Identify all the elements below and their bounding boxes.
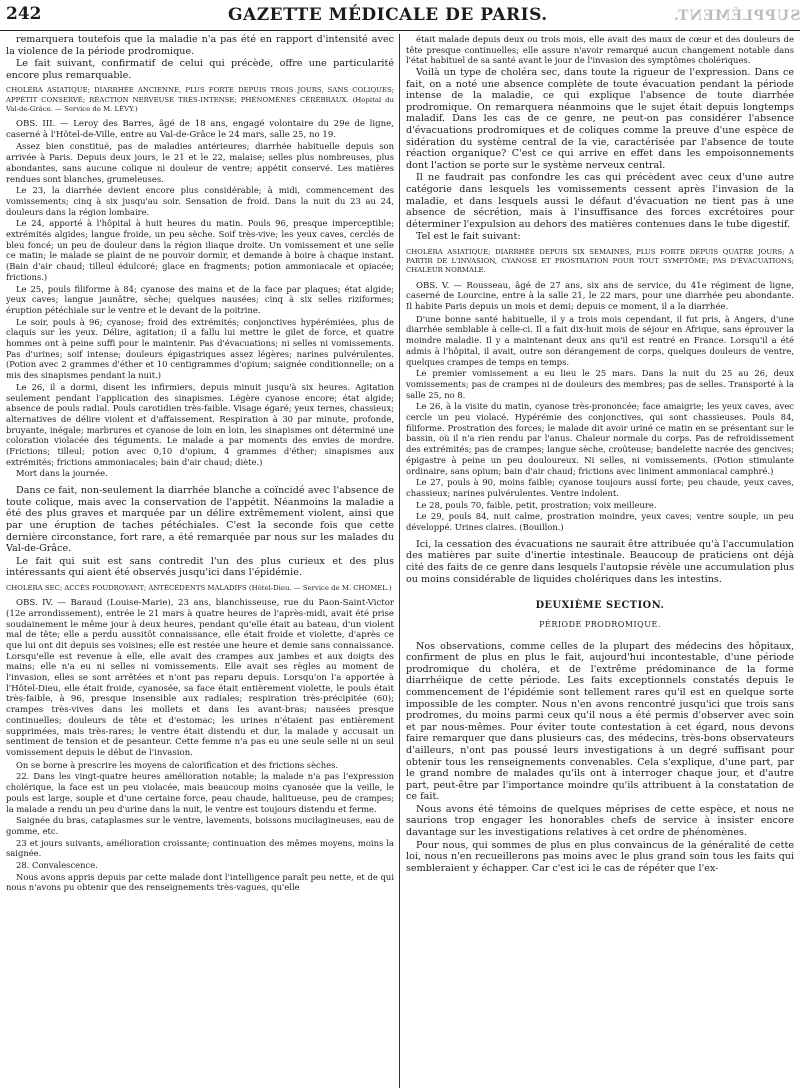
paragraph: Le 26, il a dormi, disent les infirmiers, depuis minuit jusqu'à six heures. Agitation seulement pendant l'application des sinapismes. Légère cyanose encore; état algide; absence de pouls radial. Pouls carotidien très-faible. Visage égaré; yeux ternes, chassieux; alternatives de délire violent et d'affaissement. Respiration à 30 par minute, profonde, bruyante, inégale; marbrures et cyanose de loin en loin, les sinapismes ont déterminé une coloration violacée des téguments. Le malade a par moments des envies de mordre. (Frictions; tilleul; potion avec 0,10 d'opium, 4 grammes d'éther; sinapismes aux extrémités; frictions ammoniacales; bain d'air chaud; diète.): [6, 381, 394, 467]
paragraph: remarquera toutefois que la maladie n'a pas été en rapport d'intensité avec la violence de la période prodromique.: [6, 34, 394, 57]
paragraph: Le 23, la diarrhée devient encore plus considérable; à midi, commencement des vomissements; cinq à six jusqu'au soir. Sensation de froid. Dans la nuit du 23 au 24, douleurs dans la région lombaire.: [6, 185, 394, 217]
paragraph: 28. Convalescence.: [16, 860, 98, 871]
paragraph: Le premier vomissement a eu lieu le 25 mars. Dans la nuit du 25 au 26, deux vomissements; pas de crampes ni de douleurs des membres; pas de selles. Transporté à la salle 25, no 8.: [406, 368, 794, 400]
left-column: [6, 34, 394, 1088]
column-divider: [399, 34, 400, 1088]
paragraph: Ici, la cessation des évacuations ne saurait être attribuée qu'à l'accumulation des matières par suite d'inertie intestinale. Beaucoup de praticiens ont déjà cité des faits de ce genre dans lesquels l'autopsie révèle une accumulation plus ou moins considérable de liquides cholériques dans les intestins.: [406, 538, 794, 585]
paragraph: Le 29, pouls 84, nuit calme, prostration moindre, yeux caves; ventre souple, un peu développé. Urines claires. (Bouillon.): [406, 511, 794, 533]
paragraph: Pour nous, qui sommes de plus en plus convaincus de la généralité de cette loi, nous n'en recueillerons pas moins avec le plus grand soin tous les faits qui sembleraient y échapper. Car c'est ici le cas de répéter que l'ex-: [406, 839, 794, 874]
paragraph: Le 24, apporté à l'hôpital à huit heures du matin. Pouls 96, presque imperceptible; extrémités algides; langue froide, un peu sèche. Soif très-vive; les yeux caves, cerclés de bleu foncé; un peu de douleur dans la région iliaque droite. Un vomissement et une selle ce matin; le malade se plaint de ne pouvoir dormir, et demande à boire à chaque instant. (Bain d'air chaud; tilleul édulcoré; glace en fragments; potion ammoniacale et opiacée; frictions.): [6, 218, 394, 282]
paragraph: Le soir, pouls à 96; cyanose; froid des extrémités; conjonctives hypérémiées, plus de claquis sur les yeux. Délire, agitation; il a fallu lui mettre le gilet de force, et quatre hommes ont à peine suffi pour le maintenir. Pas d'évacuations; ni selles ni vomissements. Pas d'urines; soif intense; douleurs épigastriques assez légères; narines pulvérulentes. (Potion avec 2 grammes d'éther et 10 centigrammes d'opium; saignée conditionnelle; on a mis des sinapismes pendant la nuit.): [6, 316, 394, 381]
paragraph: Tel est le fait suivant:: [416, 231, 521, 243]
paragraph: 22. Dans les vingt-quatre heures amélioration notable; la malade n'a pas l'expression cholérique, la face est un peu violacée, mais beaucoup moins cyanosée que la veille, le pouls est large, souple et d'une certaine force, peau chaude, halitueuse, peu de crampes; la malade a rendu un peu d'urine dans la nuit, le ventre est toujours distendu et ferme.: [6, 771, 394, 814]
paragraph: Nous avons été témoins de quelques méprises de cette espèce, et nous ne saurions trop engager les honorables chefs de service à insister encore davantage sur les investigations relatives à cet ordre de phénomènes.: [406, 803, 794, 839]
paragraph: Nos observations, comme celles de la plupart des médecins des hôpitaux, confirment de plus en plus le fait, aujourd'hui incontestable, d'une période prodromique du choléra, et de l'extrême prédominance de la forme diarrhéique de cette période. Les faits exceptionnels constatés depuis le commencement de l'épidémie sont tellement rares qu'il est en quelque sorte impossible de les compter. Nous n'en avons rencontré jusqu'ici que trois sans prodromes, du moins parmi ceux qu'il nous a été permis d'observer avec soin et par nous-mêmes. Pour éviter toute contestation à cet égard, nous devons faire remarquer que dans plusieurs cas, des médecins, très-bons observateurs d'ailleurs, n'ont pas poussé leurs investigations à un degré suffisant pour obtenir tous les renseignements convenables. Cela s'explique, d'une part, par le grand nombre de malades qu'ils ont à interroger chaque jour, et d'autre part, peut-être par l'importance moindre qu'ils attribuent à la constatation de ce fait.: [406, 640, 794, 803]
paragraph: Dans ce fait, non-seulement la diarrhée blanche a coïncidé avec l'absence de toute colique, mais avec la conservation de l'appétit. Néanmoins la maladie a été des plus graves et marquée par un délire extrêmement violent, ainsi que par une éruption de taches pétéchiales. C'est la seconde fois que cette dernière circonstance, fort rare, a été remarquée par nous sur les malades du Val-de-Grâce.: [6, 485, 394, 555]
journal-title: GAZETTE MÉDICALE DE PARIS.: [228, 5, 548, 25]
paragraph: Mort dans la journée.: [16, 468, 108, 479]
paragraph: Le 26, à la visite du matin, cyanose très-prononcée; face amaigrie; les yeux caves, avec cercle un peu violacé. Hypérémie des conjonctives, qui sont chassieuses. Pouls 84, filiforme. Prostration des forces; le malade dit avoir uriné ce matin en se présentant sur le bassin, où il n'a rien rendu par l'anus. Chaleur normale du corps. Pas de refroidissement des extrémités; pas de crampes; langue sèche, croûteuse; bandelette nacrée des gencives; épigastre à peine un peu douloureux. Ni selles, ni vomissements. (Potion stimulante ordinaire, sans opium; bain d'air chaud; frictions avec liniment ammoniacal camphré.): [406, 401, 794, 476]
paragraph: 23 et jours suivants, amélioration croissante; continuation des mêmes moyens, moins la saignée.: [6, 837, 394, 859]
paragraph: On se borne à prescrire les moyens de calorification et des frictions sèches.: [16, 759, 339, 770]
paragraph: Saignée du bras, cataplasmes sur le ventre, lavements, boissons mucilagineuses, eau de gomme, etc.: [6, 815, 394, 836]
section-title: DEUXIÈME SECTION.: [535, 600, 665, 612]
case-heading: CHOLÉRA SEC; ACCÈS FOUDROYANT; ANTÉCÉDENTS MALADIFS (Hôtel-Dieu. — Service de M. CHOMEL.): [6, 583, 392, 592]
paragraph: Le 28, pouls 70, faible, petit, prostration; voix meilleure.: [416, 499, 657, 510]
paragraph: Le 27, pouls à 90, moins faible; cyanose toujours aussi forte; peu chaude, yeux caves, chassieux; narines pulvérulentes. Ventre indolent.: [406, 477, 794, 498]
case-heading: CHOLÉRA ASIATIQUE; DIARRHÉE ANCIENNE, PLUS FORTE DEPUIS TROIS JOURS, SANS COLIQUES; APPÉTIT CONSERVÉ; RÉACTION NERVEUSE TRÈS-INTENSE; PHÉNOMÈNES CÉRÉBRAUX. (Hopital du Val-de-Grâce. — Service de M. LÉVY.): [6, 86, 394, 113]
page-number: 242: [6, 4, 42, 24]
paragraph: Nous avons appris depuis par cette malade dont l'intelligence paraît peu nette, et de qui nous n'avons pu obtenir que des renseignements très-vagues, qu'elle: [6, 871, 394, 893]
observation-paragraph: OBS. IV. — Baraud (Louise-Marie), 23 ans, blanchisseuse, rue du Paon-Saint-Victor (12e arrondissement), entrée le 21 mars à quatre heures de l'après-midi, avait été prise soudainement le même jour à deux heures, pendant qu'elle était au bateau, d'un violent mal de tête; elle a perdu aussitôt connaissance, elle était froide et violette, d'après ce que lui ont dit depuis ses voisines; elle est restée une heure et demie sans connaissance. Lorsqu'elle est revenue à elle, elle avait des crampes aux jambes et aux doigts des mains; elle n'a eu ni selles ni vomissements. Elle avait ses règles au moment de l'invasion, elles se sont arrêtées et n'ont pas reparu depuis. Lorsqu'on l'a apportée à l'Hôtel-Dieu, elle était froide, cyanosée, sa face était entièrement violette, le pouls était très-faible, à 96, presque insensible aux radiales; respiration très-précipitée (60); crampes très-vives dans les mollets et dans les avant-bras; nausées presque continuelles; douleurs de tête et d'estomac; les urines n'étaient pas entièrement supprimées, mais très-rares; le ventre était distendu et dur, la malade y accusait un sentiment de tension et de pesanteur. Cette femme n'a pas eu une seule selle ni un seul vomissement depuis le début de l'invasion.: [6, 598, 394, 758]
paragraph: Voilà un type de choléra sec, dans toute la rigueur de l'expression. Dans ce fait, on a noté une absence complète de toute évacuation pendant la période intense de la maladie, ce qui explique l'absence de toute diarrhée prodromique. On remarquera néanmoins que le sujet était depuis longtemps maladif. Dans les cas de ce genre, ne peut-on pas considérer l'absence d'évacuations prodromiques et de coliques comme la preuve d'une espèce de sidération du système central de la vie, caractérisée par l'absence de toute réaction organique? C'est ce qui arrive en effet dans les empoisonnements dont l'action se porte sur le système nerveux central.: [406, 67, 794, 171]
page-header: [0, 0, 800, 31]
paragraph: Le fait qui suit est sans contredit l'un des plus curieux et des plus intéressants qui aient été observés jusqu'ici dans l'épidémie.: [6, 555, 394, 579]
section-subtitle: PÉRIODE PRODROMIQUE.: [539, 619, 661, 629]
paragraph: Assez bien constitué, pas de maladies antérieures; diarrhée habituelle depuis son arrivée à Paris. Depuis deux jours, le 21 et le 22, malaise; selles plus nombreuses, plus abondantes, sans aucune colique ni douleur de ventre; appétit conservé. Les matières rendues sont blanches, grumeleuses.: [6, 141, 394, 184]
paragraph: D'une bonne santé habituelle, il y a trois mois cependant, il fut pris, à Angers, d'une diarrhée semblable à celle-ci. Il a fait dix-huit mois de séjour en Afrique, sans éprouver la moindre maladie. Il y a maintenant deux ans qu'il est rentré en France. Lorsqu'il a été admis à l'hôpital, il avait, outre son dérangement de corps, quelques douleurs de ventre, quelques crampes de temps en temps.: [406, 313, 794, 367]
observation-paragraph: OBS. V. — Rousseau, âgé de 27 ans, six ans de service, du 41e régiment de ligne, caserné de Lourcine, entre à la salle 21, le 22 mars, pour une diarrhée peu abondante. Il habite Paris depuis un mois et demi; depuis ce moment, il a la diarrhée.: [406, 280, 794, 313]
paragraph: Le 25, pouls filiforme à 84; cyanose des mains et de la face par plaques; état algide; yeux caves; langue jaunâtre, sèche; quelques nausées; cinq à six selles riziformes; éruption pétéchiale sur le ventre et le devant de la poitrine.: [6, 283, 394, 315]
case-heading: CHOLÉRA ASIATIQUE; DIARRHÉE DEPUIS SIX SEMAINES, PLUS FORTE DEPUIS QUATRE JOURS; A PARTIR DE L'INVASION, CYANOSE ET PROSTRATION POUR TOUT SYMPTÔME; PAS D'ÉVACUATIONS; CHALEUR NORMALE.: [406, 248, 794, 275]
paragraph: Il ne faudrait pas confondre les cas qui précèdent avec ceux d'une autre catégorie dans lesquels les vomissements cessent après l'invasion de la maladie, et dans lesquels aussi le défaut d'évacuation ne tient pas à une absence de sécrétion, mais à l'insuffisance des forces excrétoires pour déterminer l'expulsion au dehors des matières contenues dans le tube digestif.: [406, 172, 794, 230]
paragraph: était malade depuis deux ou trois mois, elle avait des maux de cœur et des douleurs de tête presque continuelles; elle assure n'avoir remarqué aucun changement notable dans l'état habituel de sa santé avant le jour de l'invasion des symptômes cholériques.: [406, 34, 794, 66]
paragraph: Le fait suivant, confirmatif de celui qui précède, offre une particularité encore plus remarquable.: [6, 58, 394, 81]
right-column: [406, 34, 794, 1088]
bleed-through-text: SUPPLÉMENT.: [672, 8, 800, 24]
observation-paragraph: OBS. III. — Leroy des Barres, âgé de 18 ans, engagé volontaire du 29e de ligne, caserné à l'Hôtel-de-Ville, entre au Val-de-Grâce le 24 mars, salle 25, no 19.: [6, 118, 394, 140]
